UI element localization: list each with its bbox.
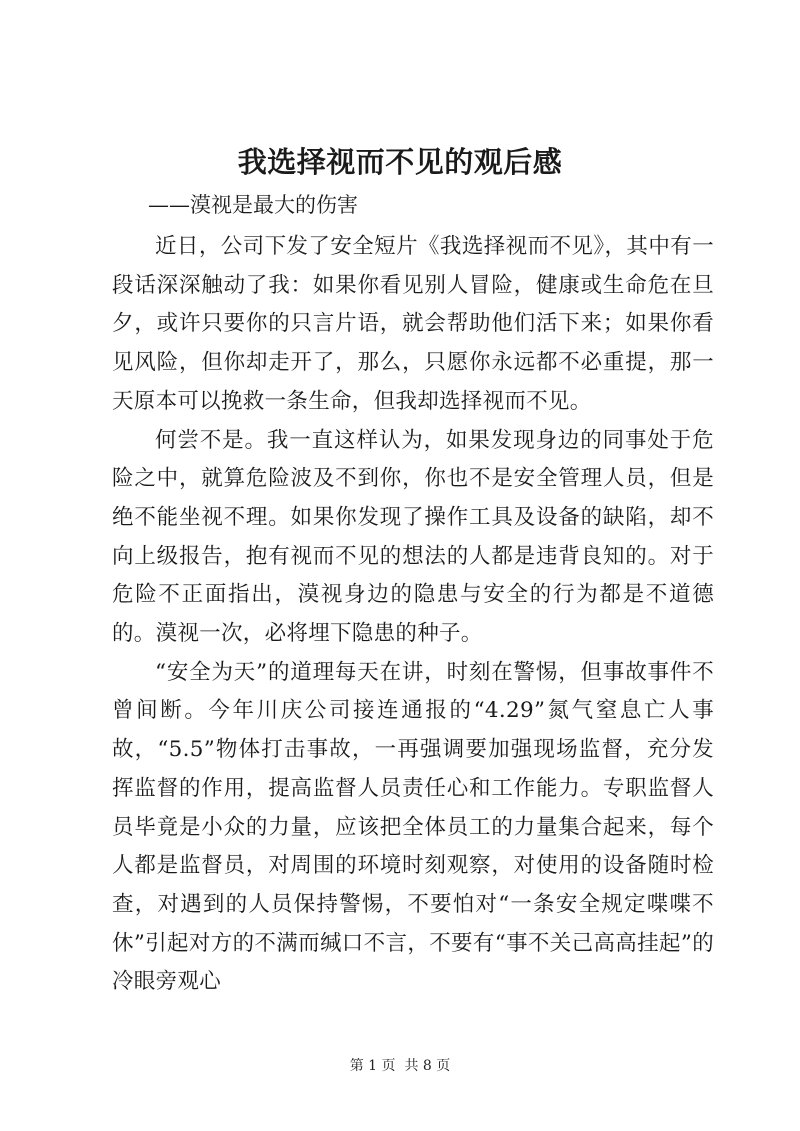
page-footer bbox=[0, 1056, 800, 1076]
paragraph-1: 近日，公司下发了安全短片《我选择视而不见》，其中有一段话深深触动了我：如果你看见别人冒险，健康或生命危在旦夕，或许只要你的只言片语，就会帮助他们活下来；如果你看见风险，但你却走开了，那么，只愿你永远都不必重提，那一天原本可以挽救一条生命，但我却选择视而不见。 bbox=[112, 234, 714, 414]
body-text bbox=[112, 228, 714, 1002]
paragraph-2: 何尝不是。我一直这样认为，如果发现身边的同事处于危险之中，就算危险波及不到你，你也不是安全管理人员，但是绝不能坐视不理。如果你发现了操作工具及设备的缺陷，却不向上级报告，抱有视而不见的想法的人都是违背良知的。对于危险不正面指出，漠视身边的隐患与安全的行为都是不道德的。漠视一次，必将埋下隐患的种子。 bbox=[112, 427, 714, 647]
page-title: 我选择视而不见的观后感 bbox=[237, 145, 563, 179]
paragraph-3: “安全为天”的道理每天在讲，时刻在警惕，但事故事件不曾间断。今年川庆公司接连通报的“4.29”氮气窒息亡人事故，“5.5”物体打击事故，一再强调要加强现场监督，充分发挥监督的作用，提高监督人员责任心和工作能力。专职监督人员毕竟是小众的力量，应该把全体员工的力量集合起来，每个人都是监督员，对周围的环境时刻观察，对使用的设备随时检查，对遇到的人员保持警惕，不要怕对“一条安全规定喋喋不休”引起对方的不满而缄口不言，不要有“事不关己高高挂起”的冷眼旁观心 bbox=[112, 659, 714, 995]
page-subtitle: ——漠视是最大的伤害 bbox=[148, 193, 358, 217]
page-number-label: 第 1 页 共 8 页 bbox=[349, 1058, 451, 1074]
